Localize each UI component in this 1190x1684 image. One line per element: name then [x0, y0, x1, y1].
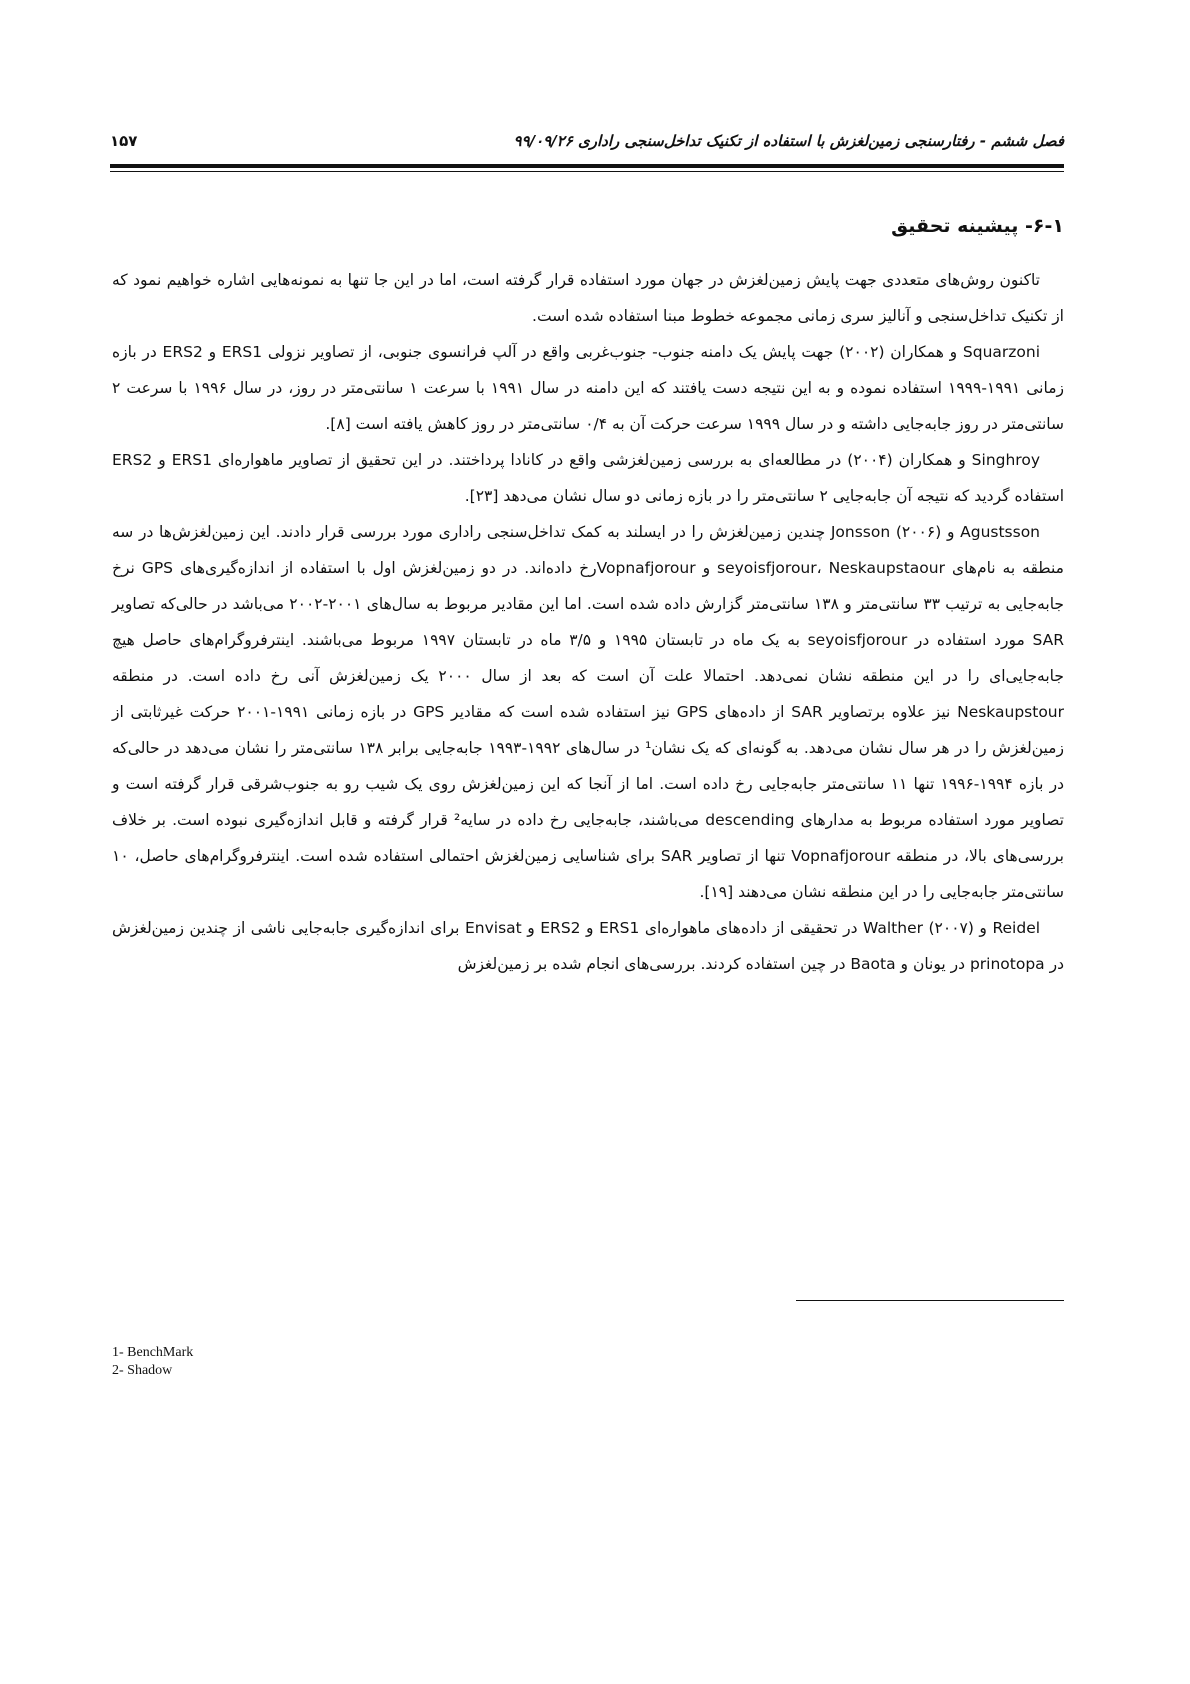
running-header [110, 128, 1064, 158]
section-heading: ۶-۱- پیشینه تحقیق [891, 215, 1064, 237]
footnote: 1- BenchMark [112, 1345, 194, 1360]
footnote: 2- Shadow [112, 1363, 173, 1378]
paragraph: تاکنون روش‌های متعددی جهت پایش زمین‌لغزش در جهان مورد استفاده قرار گرفته است، اما در این جا تنها به نمونه‌هایی اشاره خواهیم نمود که از تکنیک تداخل‌سنجی و آنالیز سری زمانی مجموعه خطوط مبنا استفاده شده است. [112, 271, 1064, 325]
footnote-separator [796, 1300, 1064, 1301]
body-text [112, 262, 1064, 982]
footnotes [112, 1344, 193, 1380]
header-rule-thin [110, 171, 1064, 172]
paragraph: Agustsson و Jonsson (۲۰۰۶) چندین زمین‌لغزش را در ایسلند به کمک تداخل‌سنجی راداری مورد بررسی قرار دادند. این زمین‌لغزش‌ها در سه منطقه به نام‌های seyoisfjorour، Neskaupstaour و Vopnafjorourرخ داده‌اند. در دو زمین‌لغزش اول با استفاده از اندازه‌گیری‌های GPS نرخ جابه‌جایی به ترتیب ۳۳ سانتی‌متر و ۱۳۸ سانتی‌متر گزارش داده شده است. اما این مقادیر مربوط به سال‌های ۲۰۰۱-۲۰۰۲ می‌باشد در حالی‌که تصاویر SAR مورد استفاده در seyoisfjorour به یک ماه در تابستان ۱۹۹۵ و ۳/۵ ماه در تابستان ۱۹۹۷ مربوط می‌باشند. اینترفروگرام‌های حاصل هیچ جابه‌جایی‌ای را در این منطقه نشان نمی‌دهد. احتمالا علت آن است که بعد از سال ۲۰۰۰ یک زمین‌لغزش آنی رخ داده است. در منطقه Neskaupstour نیز علاوه برتصاویر SAR از داده‌های GPS نیز استفاده شده است که مقادیر GPS در بازه زمانی ۱۹۹۱-۲۰۰۱ حرکت غیرثابتی از زمین‌لغزش را در هر سال نشان می‌دهد. به گونه‌ای که یک نشان¹ در سال‌های ۱۹۹۲-۱۹۹۳ جابه‌جایی برابر ۱۳۸ سانتی‌متر را نشان می‌دهد در حالی‌که در بازه ۱۹۹۴-۱۹۹۶ تنها ۱۱ سانتی‌متر جابه‌جایی رخ داده است. اما از آنجا که این زمین‌لغزش روی یک شیب رو به جنوب‌شرقی قرار گرفته است و تصاویر مورد استفاده مربوط به مدارهای descending می‌باشند، جابه‌جایی رخ داده در سایه² قرار گرفته و قابل اندازه‌گیری نبوده است. بر خلاف بررسی‌های بالا، در منطقه Vopnafjorour تنها از تصاویر SAR برای شناسایی زمین‌لغزش احتمالی استفاده شده است. اینترفروگرام‌های حاصل، ۱۰ سانتی‌متر جابه‌جایی را در این منطقه نشان می‌دهند [۱۹]. [112, 523, 1065, 901]
paragraph: Reidel و Walther (۲۰۰۷) در تحقیقی از داده‌های ماهواره‌ای ERS1 و ERS2 و Envisat برای اندازه‌گیری جابه‌جایی ناشی از چندین زمین‌لغزش در prinotopa در یونان و Baota در چین استفاده کردند. بررسی‌های انجام شده بر زمین‌لغزش [112, 919, 1064, 973]
paragraph: Squarzoni و همکاران (۲۰۰۲) جهت پایش یک دامنه جنوب- جنوب‌غربی واقع در آلپ فرانسوی جنوبی، از تصاویر نزولی ERS1 و ERS2 در بازه زمانی ۱۹۹۱-۱۹۹۹ استفاده نموده و به این نتیجه دست یافتند که این دامنه در سال ۱۹۹۱ با سرعت ۱ سانتی‌متر در روز، در سال ۱۹۹۶ با سرعت ۲ سانتی‌متر در روز جابه‌جایی داشته و در سال ۱۹۹۹ سرعت حرکت آن به ۰/۴ سانتی‌متر در روز کاهش یافته است [۸]. [112, 343, 1065, 433]
page-number: ۱۵۷ [110, 132, 138, 150]
running-header-title: فصل ششم - رفتارسنجی زمین‌لغزش با استفاده از تکنیک تداخل‌سنجی راداری ۹۹/۰۹/۲۶ [513, 132, 1064, 150]
header-rule-thick [110, 164, 1064, 168]
paragraph: Singhroy و همکاران (۲۰۰۴) در مطالعه‌ای به بررسی زمین‌لغزشی واقع در کانادا پرداختند. در این تحقیق از تصاویر ماهواره‌ای ERS1 و ERS2 استفاده گردید که نتیجه آن جابه‌جایی ۲ سانتی‌متر را در بازه زمانی دو سال نشان می‌دهد [۲۳]. [112, 451, 1064, 505]
